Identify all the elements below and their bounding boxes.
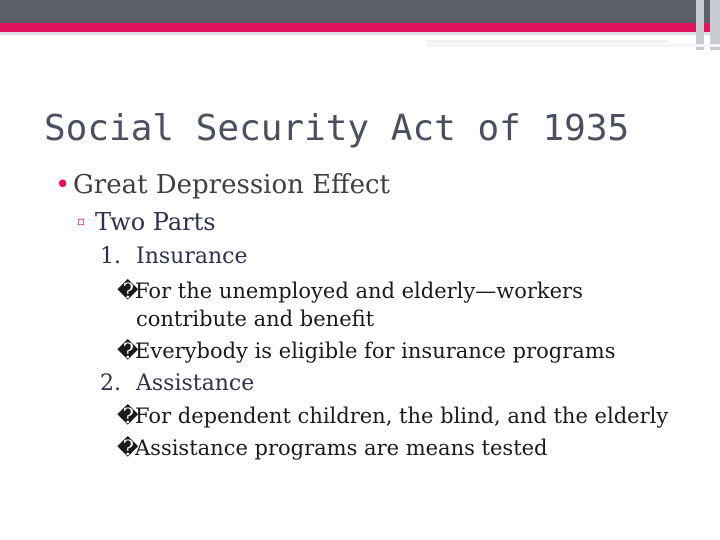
detail-line	[117, 436, 548, 460]
item-number: 1.	[100, 244, 121, 269]
numbered-item	[100, 371, 254, 396]
detail-text: For dependent children, the blind, and the elderly	[135, 404, 669, 428]
top-band	[0, 0, 720, 23]
bullet-icon: •	[55, 170, 71, 200]
detail-text: For the unemployed and elderly—workers	[135, 279, 583, 303]
detail-text: Assistance programs are means tested	[135, 436, 548, 460]
item-label: Assistance	[136, 371, 255, 396]
sub-bullet-text: Two Parts	[95, 208, 216, 236]
sub-bullet-point	[77, 208, 216, 236]
corner-block	[696, 0, 704, 50]
detail-line	[117, 339, 615, 363]
detail-line	[117, 404, 668, 428]
item-label: Insurance	[136, 244, 248, 269]
missing-glyph-icon: �	[117, 436, 139, 460]
missing-glyph-icon: �	[117, 279, 139, 303]
numbered-item	[100, 244, 247, 269]
slide-title: Social Security Act of 1935	[44, 108, 630, 149]
missing-glyph-icon: �	[117, 339, 139, 363]
bullet-point	[55, 170, 390, 200]
detail-line-continued	[117, 307, 374, 331]
decorative-strip	[426, 40, 668, 43]
detail-line	[117, 279, 583, 303]
missing-glyph-icon: �	[117, 404, 139, 428]
bullet-text: Great Depression Effect	[73, 170, 391, 200]
detail-text: Everybody is eligible for insurance programs	[135, 339, 616, 363]
accent-band	[0, 23, 720, 32]
square-bullet-icon: ▫	[77, 214, 86, 228]
divider	[0, 32, 720, 35]
detail-text: contribute and benefit	[136, 307, 375, 331]
decorative-strip	[426, 44, 720, 47]
item-number: 2.	[100, 371, 121, 396]
corner-block	[710, 0, 720, 50]
